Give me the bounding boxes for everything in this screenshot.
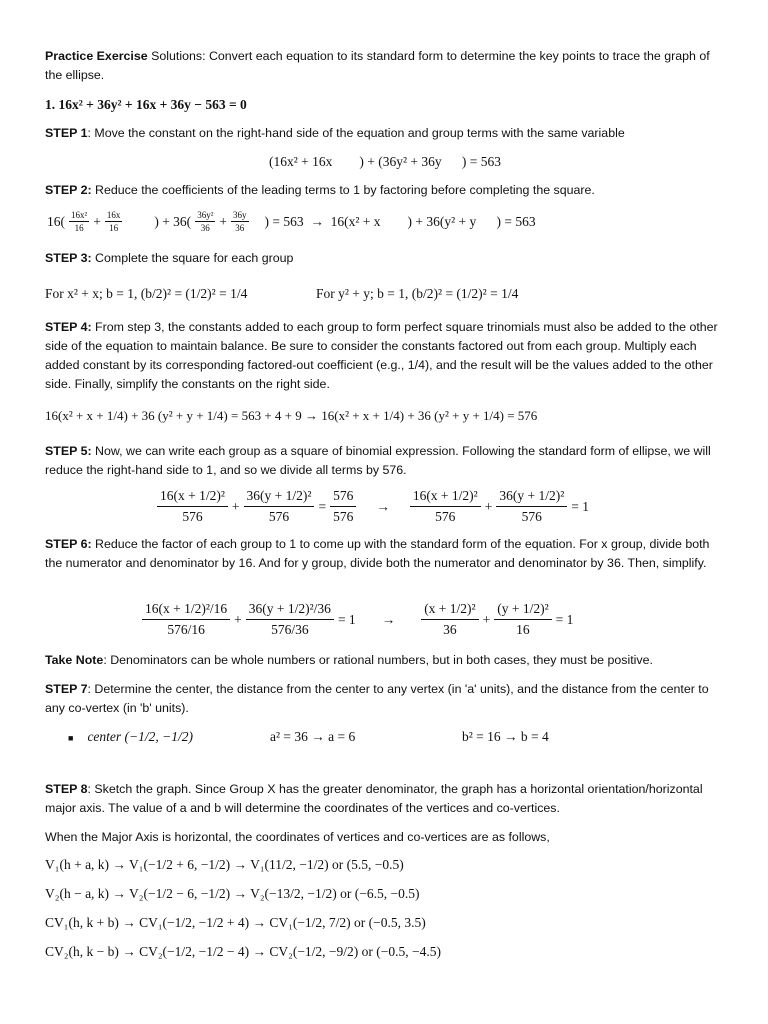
vertex-2-line: V₂(h − a, k) → V₂(−1/2 − 6, −1/2) → V₂(−13/2, −1/2) or (−6.5, −0.5) bbox=[45, 886, 420, 901]
step-7-b-value: b² = 16 → b = 4 bbox=[462, 729, 549, 744]
step-2-eq-part-a: 16( bbox=[47, 213, 65, 229]
intro-text: Solutions: Convert each equation to its standard form to determine the key points to trace the graph of the ellipse. bbox=[45, 49, 710, 82]
step-1-equation: (16x² + 16x ) + (36y² + 36y ) = 563 bbox=[268, 154, 502, 169]
fraction-denominator: 36 bbox=[443, 622, 457, 637]
step-7-a-value: a² = 36 → a = 6 bbox=[270, 729, 356, 744]
fraction bbox=[330, 488, 356, 525]
vertex-1-line: V₁(h + a, k) → V₁(−1/2 + 6, −1/2) → V₁(11/2, −1/2) or (5.5, −0.5) bbox=[45, 857, 404, 872]
take-note-label: Take Note bbox=[45, 653, 104, 667]
fraction bbox=[69, 210, 89, 233]
step-5-equation bbox=[155, 488, 591, 525]
fraction-numerator: 36(y + 1/2)² bbox=[244, 488, 315, 507]
fraction bbox=[410, 488, 481, 525]
arrow-right-icon: → bbox=[381, 611, 396, 627]
intro-paragraph bbox=[45, 47, 725, 85]
fraction bbox=[244, 488, 315, 525]
rhs-value: = 1 bbox=[555, 611, 574, 627]
plus-sign: + bbox=[234, 611, 242, 627]
step-3-equation-y: For y² + y; b = 1, (b/2)² = (1/2)² = 1/4 bbox=[316, 286, 519, 301]
fraction-denominator: 576 bbox=[435, 509, 456, 524]
square-bullet-icon: ■ bbox=[68, 733, 74, 743]
step-2-eq-part-c: ) = 563 → 16(x² + x ) + 36(y² + y ) = 563 bbox=[264, 213, 536, 229]
step-2-text: Reduce the coefficients of the leading terms to 1 by factoring before completing the square. bbox=[91, 183, 595, 197]
step-7 bbox=[45, 680, 725, 718]
step-4-label: STEP 4: bbox=[45, 320, 92, 334]
fraction-numerator: 36y² bbox=[197, 210, 214, 220]
fraction-denominator: 576 bbox=[182, 509, 203, 524]
step-3-text: Complete the square for each group bbox=[91, 251, 294, 265]
fraction bbox=[142, 601, 230, 638]
arrow-right-icon: → bbox=[376, 498, 390, 514]
fraction bbox=[231, 210, 249, 233]
fraction-denominator: 576 bbox=[521, 509, 542, 524]
fraction-numerator: 36(y + 1/2)²/36 bbox=[246, 601, 334, 620]
rhs-value: = 1 bbox=[337, 611, 356, 627]
fraction-numerator: 36(y + 1/2)² bbox=[496, 488, 567, 507]
step-2-equation bbox=[45, 210, 538, 233]
step-5 bbox=[45, 442, 725, 480]
step-8-text: : Sketch the graph. Since Group X has the greater denominator, the graph has a horizontal orientation/horizontal major axis. The value of a and b will determine the coordinates of the vertices and co-vertices. bbox=[45, 782, 703, 815]
step-1 bbox=[45, 124, 725, 143]
plus-sign: + bbox=[93, 213, 101, 229]
fraction bbox=[496, 488, 567, 525]
fraction-numerator: 16(x + 1/2)² bbox=[410, 488, 481, 507]
problem-equation: 1. 16x² + 36y² + 16x + 36y − 563 = 0 bbox=[45, 97, 247, 112]
step-1-label: STEP 1 bbox=[45, 126, 88, 140]
rhs-value: = 1 bbox=[571, 498, 589, 514]
step-7-text: : Determine the center, the distance from the center to any vertex (in 'a' units), and the distance from the center to any co-vertex (in 'b' units). bbox=[45, 682, 709, 715]
co-vertex-1-line: CV₁(h, k + b) → CV₁(−1/2, −1/2 + 4) → CV₁(−1/2, 7/2) or (−0.5, 3.5) bbox=[45, 915, 426, 930]
fraction bbox=[195, 210, 215, 233]
fraction-denominator: 16 bbox=[74, 223, 84, 233]
fraction-numerator: (x + 1/2)² bbox=[421, 601, 478, 620]
center-value: center (−1/2, −1/2) bbox=[87, 729, 194, 744]
fraction-denominator: 36 bbox=[200, 223, 210, 233]
step-3-equation-x: For x² + x; b = 1, (b/2)² = (1/2)² = 1/4 bbox=[45, 286, 248, 301]
fraction-numerator: 16x² bbox=[71, 210, 88, 220]
fraction-numerator: 16x bbox=[106, 210, 121, 220]
fraction-denominator: 576 bbox=[268, 509, 290, 524]
step-6-text: Reduce the factor of each group to 1 to come up with the standard form of the equation. For x group, divide both the numerator and denominator by 16. And for y group, divide both the numerator and denominator by 36. Then, simplify. bbox=[45, 537, 710, 570]
plus-sign: + bbox=[482, 611, 491, 627]
fraction bbox=[157, 488, 228, 525]
fraction bbox=[105, 210, 123, 233]
intro-bold: Practice Exercise bbox=[45, 49, 148, 63]
equals-sign: = bbox=[318, 498, 327, 514]
fraction bbox=[494, 601, 551, 638]
step-5-label: STEP 5: bbox=[45, 444, 92, 458]
step-4 bbox=[45, 318, 725, 394]
fraction-numerator: (y + 1/2)² bbox=[494, 601, 551, 620]
step-2-eq-part-b: ) + 36( bbox=[154, 213, 192, 229]
plus-sign: + bbox=[484, 498, 493, 514]
fraction-denominator: 576 bbox=[333, 509, 354, 524]
take-note bbox=[45, 651, 725, 670]
fraction bbox=[246, 601, 334, 638]
fraction-numerator: 16(x + 1/2)²/16 bbox=[142, 601, 230, 620]
step-6-equation bbox=[140, 601, 575, 638]
fraction-denominator: 16 bbox=[109, 223, 119, 233]
fraction-denominator: 16 bbox=[516, 622, 530, 637]
plus-sign: + bbox=[219, 213, 228, 229]
vertices-intro: When the Major Axis is horizontal, the coordinates of vertices and co-vertices are as follows, bbox=[45, 830, 550, 844]
co-vertex-2-line: CV₂(h, k − b) → CV₂(−1/2, −1/2 − 4) → CV₂(−1/2, −9/2) or (−0.5, −4.5) bbox=[45, 944, 442, 959]
step-6 bbox=[45, 535, 725, 573]
step-7-center-line bbox=[68, 729, 193, 745]
fraction-numerator: 16(x + 1/2)² bbox=[157, 488, 228, 507]
step-4-equation: 16(x² + x + 1/4) + 36 (y² + y + 1/4) = 563 + 4 + 9 → 16(x² + x + 1/4) + 36 (y² + y + 1/4) = 576 bbox=[45, 408, 538, 423]
fraction-denominator: 576/16 bbox=[167, 622, 205, 637]
step-3-label: STEP 3: bbox=[45, 251, 92, 265]
take-note-text: : Denominators can be whole numbers or rational numbers, but in both cases, they must be positive. bbox=[103, 653, 653, 667]
step-2-label: STEP 2: bbox=[45, 183, 92, 197]
step-8 bbox=[45, 780, 725, 818]
fraction bbox=[421, 601, 478, 638]
step-1-text: : Move the constant on the right-hand side of the equation and group terms with the same variable bbox=[87, 126, 625, 140]
step-4-text: From step 3, the constants added to each group to form perfect square trinomials must also be added to the other side of the equation to maintain balance. Be sure to consider the constants factored out from each group. Multiply each added constant by its corresponding factored-out coefficient (e.g., 1/4), and the result will be the values added to the other side. Finally, simplify the constants on the right side. bbox=[45, 320, 718, 391]
fraction-numerator: 576 bbox=[330, 488, 356, 507]
step-8-label: STEP 8 bbox=[45, 782, 88, 796]
fraction-numerator: 36y bbox=[233, 210, 247, 220]
step-3 bbox=[45, 249, 725, 268]
plus-sign: + bbox=[231, 498, 240, 514]
step-6-label: STEP 6: bbox=[45, 537, 92, 551]
step-5-text: Now, we can write each group as a square of binomial expression. Following the standard form of ellipse, we will reduce the right-hand side to 1, and so we divide all terms by 576. bbox=[45, 444, 711, 477]
step-2 bbox=[45, 181, 725, 200]
step-7-label: STEP 7 bbox=[45, 682, 88, 696]
fraction-denominator: 36 bbox=[235, 223, 245, 233]
fraction-denominator: 576/36 bbox=[271, 622, 309, 637]
